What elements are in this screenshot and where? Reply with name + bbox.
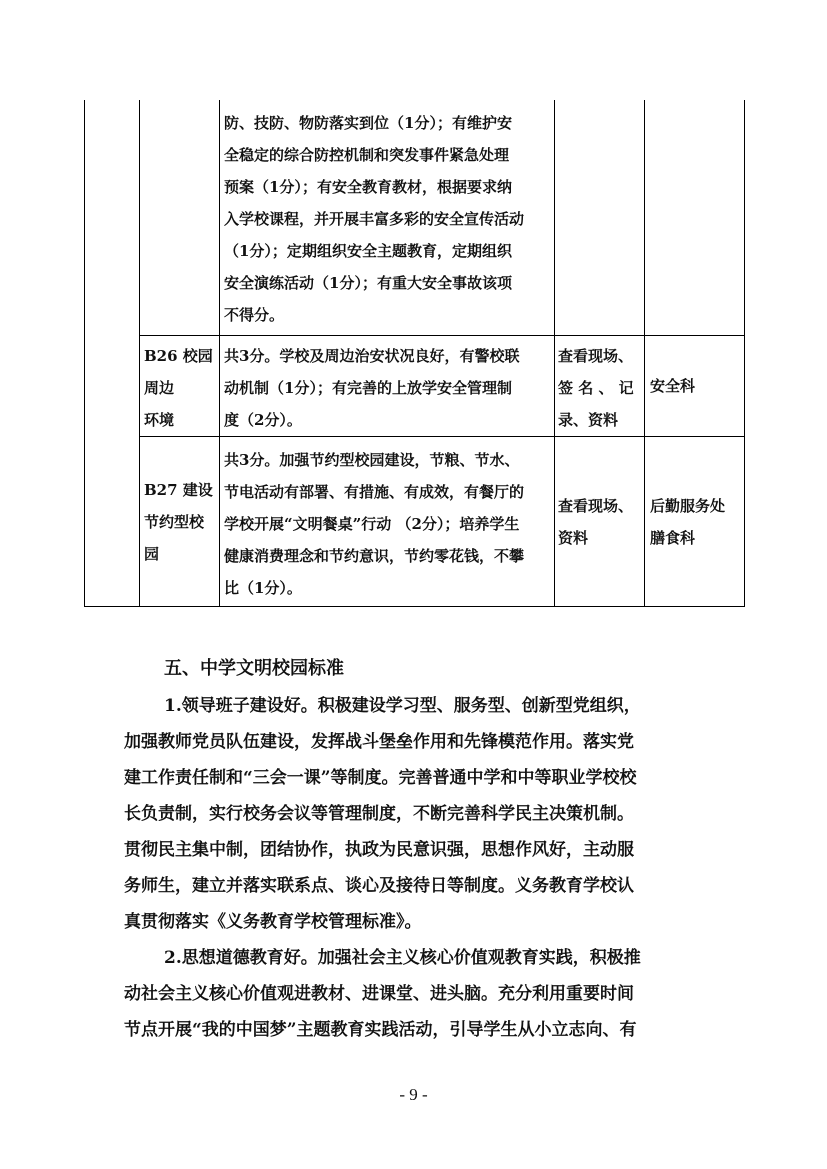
table-text-line: （1分）；定期组织安全主题教育，定期组织 [224,242,512,260]
table-text-line: 节约型校 [144,512,205,531]
table-text-line: 预案（1分）；有安全教育教材，根据要求纳 [224,178,512,196]
row1-dept [650,336,744,436]
paragraph-line: 2.思想道德教育好。加强社会主义核心价值观教育实践，积极推 [164,948,641,968]
table-text-line: 不得分。 [224,306,285,324]
table-text-line: 周边 [144,379,175,397]
row0-content [224,107,552,331]
table-text-line: 入学校课程，并开展丰富多彩的安全宣传活动 [224,210,525,228]
row1-content [224,340,552,436]
table-col-divider [644,100,645,607]
row2-item [144,437,218,606]
table-col-divider [554,100,555,607]
table-text-line: 共3分。学校及周边治安状况良好，有警校联 [224,347,520,365]
table-text-line: 安全科 [650,377,696,395]
paragraph-line: 节点开展“我的中国梦”主题教育实践活动，引导学生从小立志向、有 [124,1020,637,1040]
table-text-line: 共3分。加强节约型校园建设，节粮、节水、 [224,451,520,469]
table-text-line: 查看现场、 [558,496,634,515]
paragraph-line: 1.领导班子建设好。积极建设学习型、服务型、创新型党组织， [164,696,641,716]
row2-content [224,444,552,604]
table-text-line: 膳食科 [650,528,696,547]
table-border-bottom [84,606,745,607]
row1-method [558,340,644,436]
page-number: - 9 - [399,1085,428,1104]
table-text-line: 资料 [558,528,589,547]
table-text-line: 节电活动有部署、有措施、有成效，有餐厅的 [224,483,525,501]
table-text-line: B27 建设 [144,480,213,499]
table-col-divider [139,100,140,607]
table-text-line: B26 校园 [144,347,213,365]
section-heading: 五、中学文明校园标准 [164,658,344,679]
table-text-line: 度（2分）。 [224,411,302,429]
paragraph-1 [124,688,702,940]
paragraph-line: 建工作责任制和“三会一课”等制度。完善普通中学和中等职业学校校 [124,768,637,788]
paragraph-line: 贯彻民主集中制，团结协作，执政为民意识强，思想作风好，主动服 [124,840,634,860]
table-text-line: 园 [144,544,160,563]
table-text-line: 录、资料 [558,411,619,429]
table-col-divider [219,100,220,607]
paragraph-line: 加强教师党员队伍建设，发挥战斗堡垒作用和先锋模范作用。落实党 [124,732,634,752]
table-text-line: 健康消费理念和节约意识，节约零花钱，不攀 [224,547,525,565]
table-text-line: 安全演练活动（1分）；有重大安全事故该项 [224,274,512,292]
table-text-line: 学校开展“文明餐桌”行动 （2分）；培养学生 [224,515,520,533]
paragraph-line: 长负责制，实行校务会议等管理制度，不断完善科学民主决策机制。 [124,804,634,824]
paragraph-line: 务师生，建立并落实联系点、谈心及接待日等制度。义务教育学校认 [124,876,634,896]
table-border-right [744,100,745,607]
row2-method [558,437,644,606]
paragraph-2 [124,940,702,1048]
row1-item [144,340,218,436]
table-text-line: 查看现场、 [558,347,634,365]
row2-dept [650,437,744,606]
table-border-left [84,100,85,607]
table-text-line: 比（1分）。 [224,579,302,597]
table-text-line: 防、技防、物防落实到位（1分）；有维护安 [224,114,512,132]
table-text-line: 动机制（1分）；有完善的上放学安全管理制 [224,379,512,397]
table-text-line: 签 名 、 记 [558,379,634,397]
table-text-line: 环境 [144,411,175,429]
paragraph-line: 真贯彻落实《义务教育学校管理标准》。 [124,912,422,932]
table-text-line: 全稳定的综合防控机制和突发事件紧急处理 [224,146,510,164]
table-text-line: 后勤服务处 [650,496,726,515]
paragraph-line: 动社会主义核心价值观进教材、进课堂、进头脑。充分利用重要时间 [124,984,634,1004]
evaluation-table [84,100,745,607]
